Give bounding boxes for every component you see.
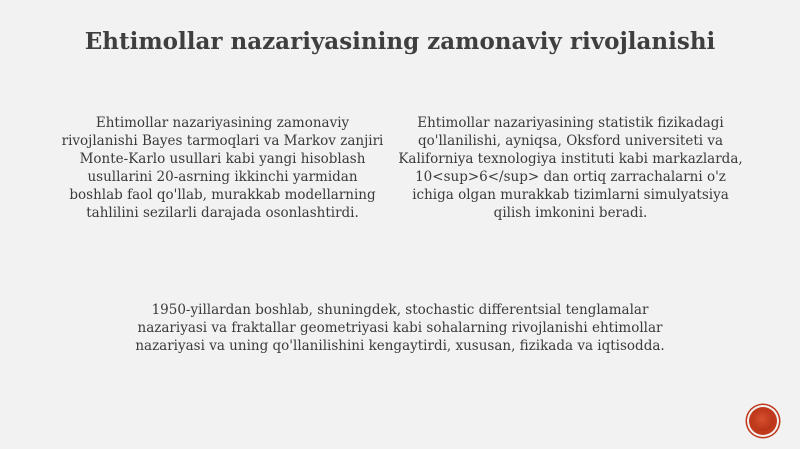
right-paragraph: Ehtimollar nazariyasining statistik fizikadagi qo'llanilishi, ayniqsa, Oksford universiteti va Kaliforniya texnologiya instituti kabi markazlarda, 10<sup>6</sup> dan ortiq zarrachalarni o'z ichiga olgan murakkab tizimlarni simulyatsiya qilish imkonini beradi.	[398, 115, 743, 221]
slide-title: Ehtimollar nazariyasining zamonaviy rivojlanishi	[84, 28, 716, 55]
left-paragraph: Ehtimollar nazariyasining zamonaviy rivojlanishi Bayes tarmoqlari va Markov zanjiri Monte-Karlo usullari kabi yangi hisoblash usullarini 20-asrning ikkinchi yarmidan boshlab faol qo'llab, murakkab modellarning tahlilini sezilarli darajada osonlashtirdi.	[61, 115, 384, 221]
nav-circle-icon	[753, 411, 773, 431]
bottom-paragraph: 1950-yillardan boshlab, shuningdek, stochastic differentsial tenglamalar nazariyasi va fraktallar geometriyasi kabi sohalarning rivojlanishi ehtimollar nazariyasi va uning qo'llanilishini kengaytirdi, xususan, fizikada va iqtisodda.	[135, 302, 665, 354]
next-slide-button[interactable]	[749, 407, 777, 435]
